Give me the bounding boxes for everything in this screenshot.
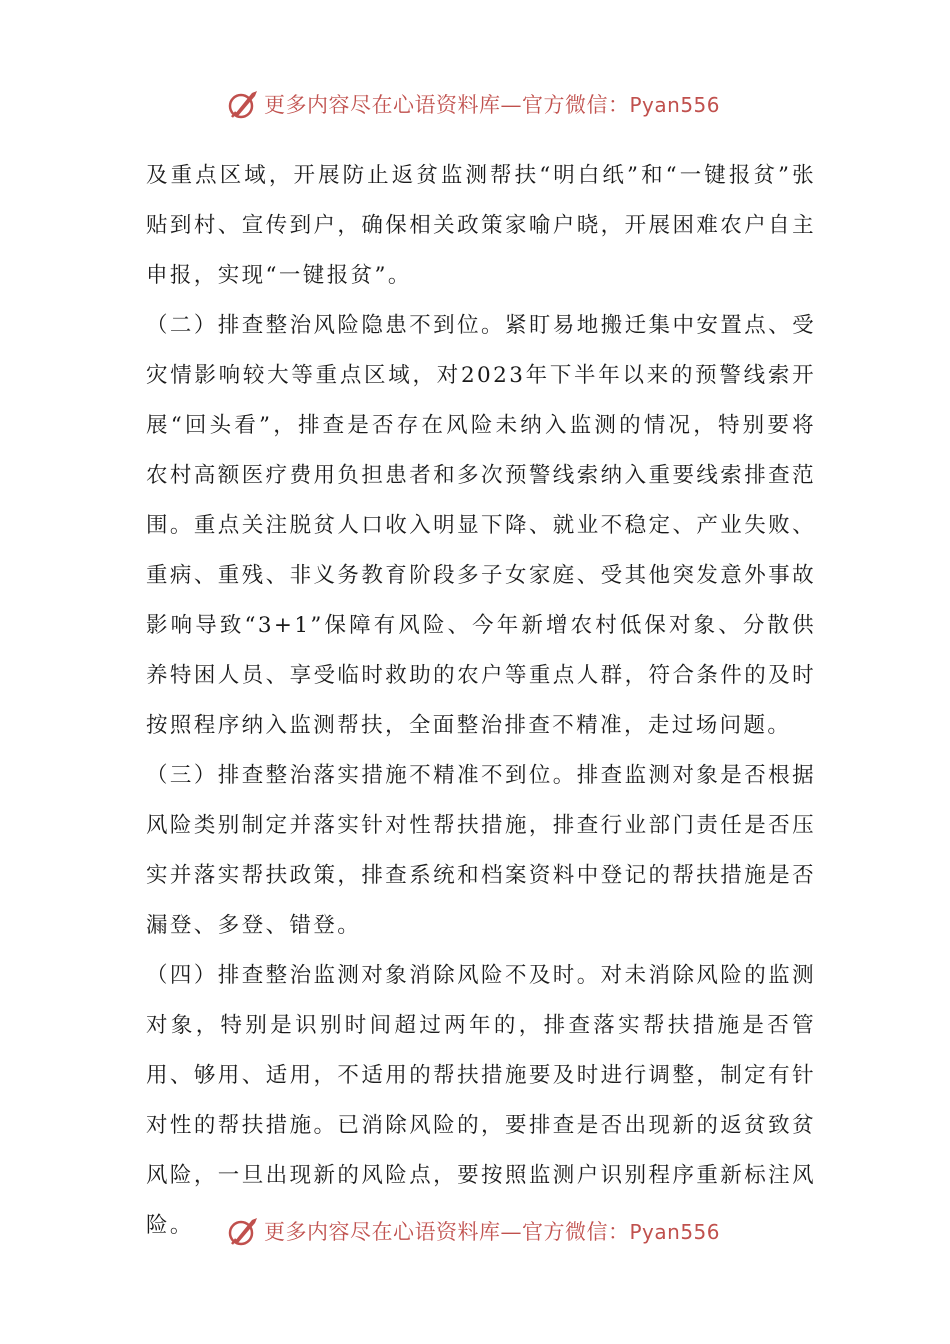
paragraph: （三）排查整治落实措施不精准不到位。排查监测对象是否根据风险类别制定并落实针对性帮扶措施，排查行业部门责任是否压实并落实帮扶政策，排查系统和档案资料中登记的帮扶措施是否漏登、多登、错登。 bbox=[146, 763, 816, 938]
pen-nib-logo-icon bbox=[226, 87, 260, 121]
banner-title: 更多内容尽在心语资料库—官方微信： bbox=[264, 1220, 630, 1244]
wechat-handle: Pyan556 bbox=[629, 1220, 721, 1244]
banner-text bbox=[264, 1216, 720, 1246]
header-banner bbox=[226, 84, 720, 124]
paragraph: 及重点区域，开展防止返贫监测帮扶“明白纸”和“一键报贫”张贴到村、宣传到户，确保相关政策家喻户晓，开展困难农户自主申报，实现“一键报贫”。 bbox=[146, 163, 816, 288]
footer-banner bbox=[226, 1211, 720, 1251]
paragraph: （二）排查整治风险隐患不到位。紧盯易地搬迁集中安置点、受灾情影响较大等重点区域，对2023年下半年以来的预警线索开展“回头看”，排查是否存在风险未纳入监测的情况，特别要将农村高额医疗费用负担患者和多次预警线索纳入重要线索排查范围。重点关注脱贫人口收入明显下降、就业不稳定、产业失败、重病、重残、非义务教育阶段多子女家庭、受其他突发意外事故影响导致“3+1”保障有风险、今年新增农村低保对象、分散供养特困人员、享受临时救助的农户等重点人群，符合条件的及时按照程序纳入监测帮扶，全面整治排查不精准，走过场问题。 bbox=[146, 313, 816, 738]
banner-title: 更多内容尽在心语资料库—官方微信： bbox=[264, 93, 630, 117]
pen-nib-logo-icon bbox=[226, 1214, 260, 1248]
document-body bbox=[146, 151, 816, 1251]
banner-text bbox=[264, 89, 720, 119]
paragraph: （四）排查整治监测对象消除风险不及时。对未消除风险的监测对象，特别是识别时间超过两年的，排查落实帮扶措施是否管用、够用、适用，不适用的帮扶措施要及时进行调整，制定有针对性的帮扶措施。已消除风险的，要排查是否出现新的返贫致贫风险，一旦出现新的风险点，要按照监测户识别程序重新标注风险。 bbox=[146, 963, 816, 1238]
wechat-handle: Pyan556 bbox=[629, 93, 721, 117]
